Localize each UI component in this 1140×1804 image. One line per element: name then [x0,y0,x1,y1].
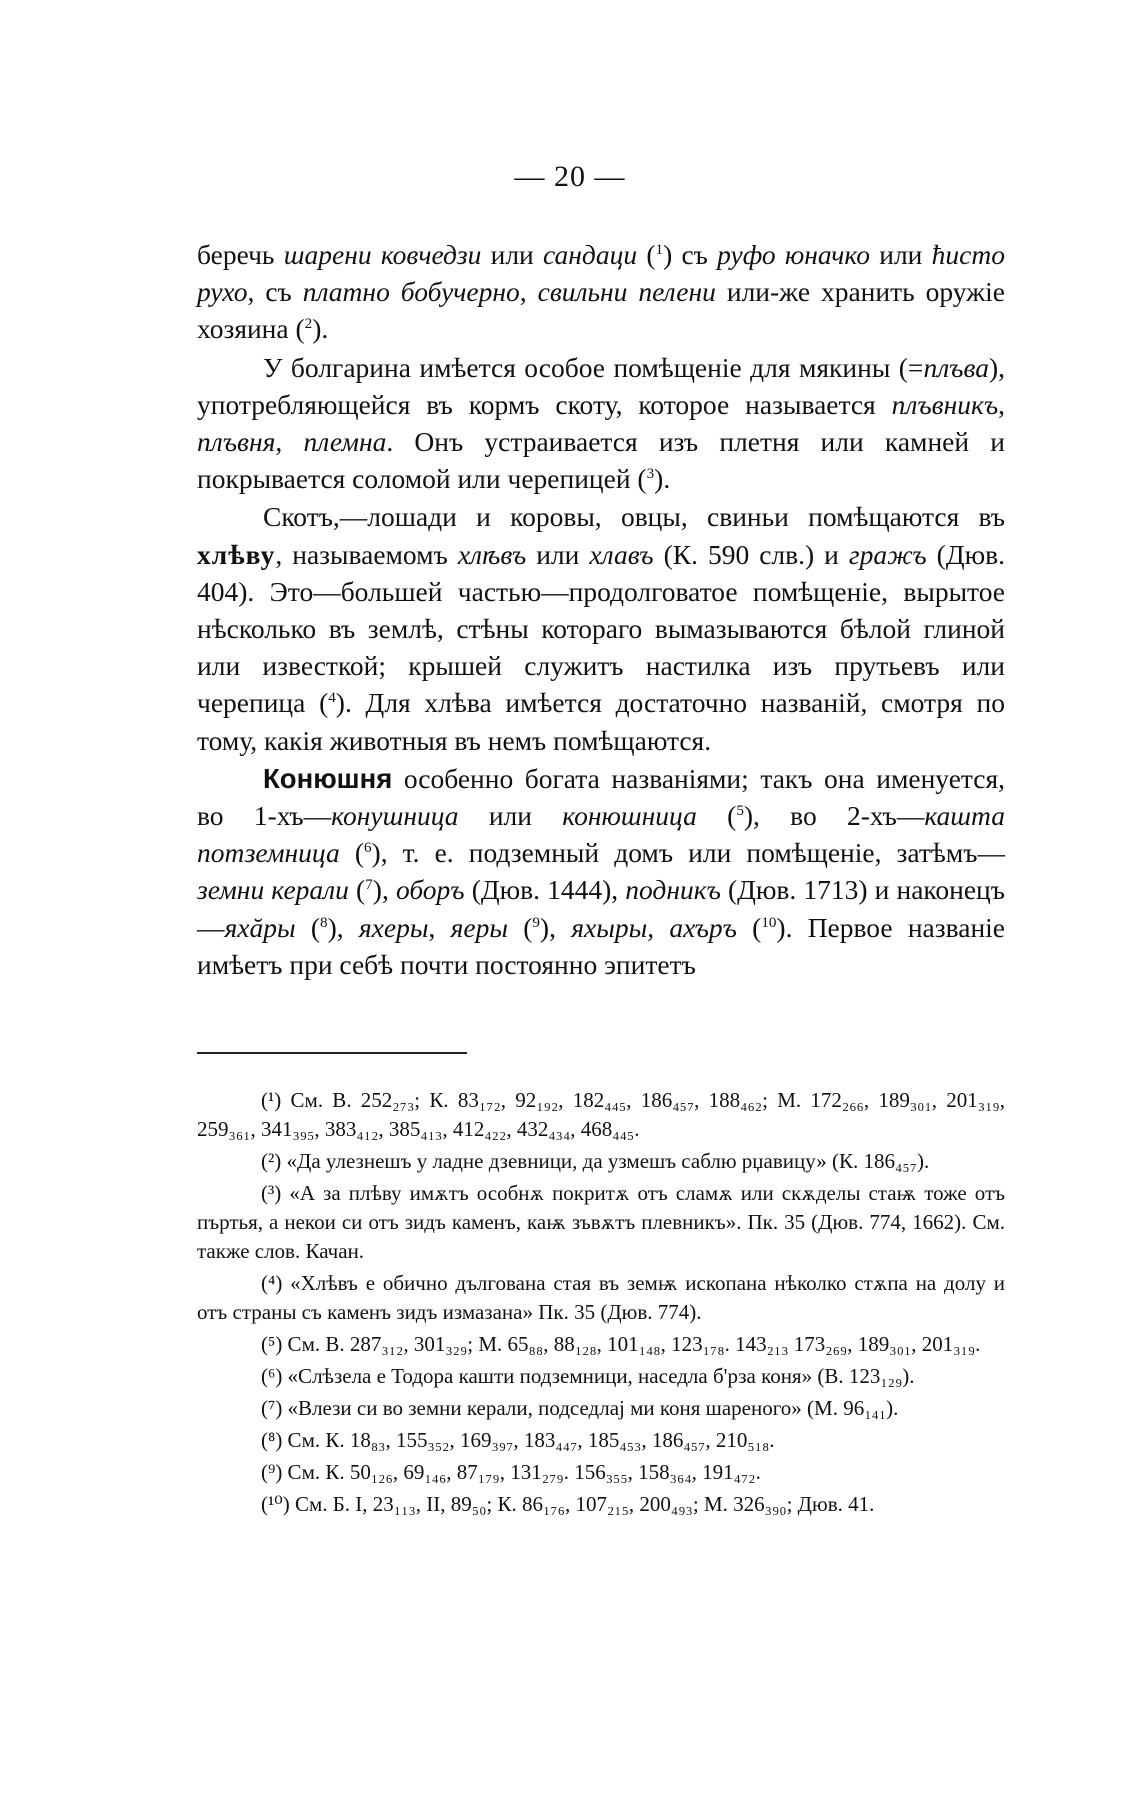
footnote-6: (⁶) «Слѣзела е Тодора кашти подземници, наседла б'рза коня» (В. 123₁₂₉). [261,1364,915,1388]
footnote-ref: 4 [328,690,336,707]
text-run: . Онъ устраивается изъ плетня или камней и покрывается соломой или черепицей ( [197,426,1006,495]
italic-term: хлѣвъ [457,538,527,570]
italic-term: подникъ [625,874,721,906]
text-run: или [870,239,932,270]
footnote-ref: 9 [532,914,540,931]
italic-term: гражъ [848,538,927,570]
text-run: , называемомъ [275,538,458,570]
italic-term: яеры [450,911,508,943]
text-run: ( [736,911,762,943]
text-run: ). [654,463,671,495]
text-run: , [647,911,670,943]
footnote-1: (¹) См. В. 252₂₇₃; К. 83₁₇₂, 92₁₉₂, 182₄₄₅, 186₄₅₇, 188₄₆₂; М. 172₂₆₆, 189₃₀₁, 201₃₁₉, 259₃₆₁, 341₃₉₅, 383₄₁₂, 385₄₁₃, 412₄₂₂, 432₄₃₄, 468₄₄₅. [197,1088,1005,1141]
text-run: Скотъ,—лошади и коровы, овцы, свиньи помѣщаются въ [263,501,1005,533]
footnote-10: (¹⁰) См. Б. I, 23₁₁₃, II, 89₅₀; К. 86₁₇₆, 107₂₁₅, 200₄₉₃; М. 326₃₉₀; Дюв. 41. [261,1492,875,1516]
bold-heading-term: Конюшня [263,762,393,794]
text-run: , съ [247,276,303,308]
footnote-divider [197,1052,467,1054]
italic-term: яхыры [571,911,648,943]
text-run: ). [312,313,329,345]
text-run: ). Первое названіе имѣетъ при себѣ почти постоянно эпитетъ [197,911,1006,980]
text-run: , [519,276,538,308]
text-run: беречь [197,239,284,270]
footnote-ref: 5 [736,802,744,819]
text-run: , [998,388,1005,420]
footnote-8: (⁸) См. К. 18₈₃, 155₃₅₂, 169₃₉₇, 183₄₄₇, 185₄₅₃, 186₄₅₇, 210₅₁₈. [261,1428,775,1452]
paragraph-4 [197,760,1005,983]
footnote-ref: 1 [655,241,664,258]
main-text [197,236,1005,983]
text-run: или-же хранить оружіе хозяина ( [197,276,1005,345]
text-run: , [275,426,304,458]
text-run: (Дюв. 1444), [464,874,626,906]
footnote-5: (⁵) См. В. 287₃₁₂, 301₃₂₉; М. 65₈₈, 88₁₂₈, 101₁₄₈, 123₁₇₈. 143₂₁₃ 173₂₆₉, 189₃₀₁, 201₃₁₉. [261,1332,981,1356]
text-run: , [428,911,451,943]
footnote-4: (⁴) «Хлѣвъ е обично дългована стая въ земѭ ископана нѣколко стѫпа на долу и отъ страны съ каменъ зидъ измазана» Пк. 35 (Дюв. 774). [197,1271,1005,1324]
text-run: ) съ [663,239,718,270]
footnote-ref: 3 [646,466,655,483]
text-run: ( [637,239,656,270]
footnote-2: (²) «Да улезнешъ у ладне дзевници, да узмешъ саблю рџавицу» (К. 186₄₅₇). [261,1149,930,1173]
footnotes [197,1086,1005,1522]
text-run: ), во 2-хъ— [743,800,925,832]
text-run: ), [372,874,396,906]
text-run: (Дюв. 404). Это—большей частью—продолговатое помѣщеніе, вырытое нѣсколько въ землѣ, стѣны котораго вымазываются бѣлой глиной или известкой; крышей служитъ настилка изъ прутьевъ или черепица ( [197,538,1005,719]
footnote-ref: 7 [365,877,373,894]
bold-term: хлѣву [197,538,276,570]
paragraph-3 [197,498,1005,758]
text-run: У болгарина имѣется особое помѣщеніе для мякины (= [263,351,924,383]
italic-term: конушница [331,800,459,832]
italic-term: оборъ [395,874,465,906]
italic-term: платно бобучерно [302,276,520,308]
italic-term: шарени ковчедзи [283,239,482,270]
paragraph-1 [197,236,1005,348]
text-run: (Дюв. 1713) и наконецъ— [197,874,1005,943]
text-run: ( [339,837,364,869]
italic-term: свильни пелени [537,276,716,308]
text-run: ), т. е. подземный домъ или помѣщеніе, затѣмъ— [371,837,1005,869]
italic-term: конюшница [562,800,697,832]
italic-term: руфо юначко [717,239,870,270]
text-run: ( [295,911,321,943]
italic-term: земни керали [197,874,349,906]
text-run: ), [539,911,572,943]
italic-term: ахъръ [669,911,737,943]
text-run: ( [696,800,737,832]
text-run: ). Для хлѣва имѣется достаточно названій, смотря по тому, какія животныя въ немъ помѣщаются. [197,687,1005,756]
page-number: — 20 — [514,160,626,193]
footnote-3: (³) «А за плѣву имѫтъ особнѫ покритѫ отъ сламѫ или скѫделы стаѭ тоже отъ пъртья, а некои си отъ зидъ каменъ, каѭ зъвѫтъ плевникъ». Пк. 35 (Дюв. 774, 1662). См. также слов. Качан. [197,1181,1005,1263]
text-run: или [526,538,590,570]
italic-term: плъва [923,351,989,383]
text-run: особенно богата названіями; такъ она именуется, во 1-хъ— [197,762,1005,832]
italic-term: плъвня [197,426,276,458]
italic-term: кашта потземница [197,800,1005,869]
italic-term: сандаци [543,239,638,270]
footnote-9: (⁹) См. К. 50₁₂₆, 69₁₄₆, 87₁₇₉, 131₂₇₉. 156₃₅₅, 158₃₆₄, 191₄₇₂. [261,1460,761,1484]
footnote-7: (⁷) «Влези си во земни керали, подседлаj ми коня шареного» (М. 96₁₄₁). [261,1396,899,1420]
italic-term: хлавъ [589,538,654,570]
text-run: или [481,239,544,270]
text-run: ), употребляющейся въ кормъ скоту, которое называется [197,351,1005,420]
text-run: или [458,800,563,832]
footnote-ref: 10 [761,914,777,931]
italic-term: плъвникъ [891,388,999,420]
text-run: ( [348,874,366,906]
text-run: (К. 590 слв.) и [653,538,849,570]
italic-term: племна [303,426,387,458]
footnote-ref: 8 [320,914,328,931]
footnote-ref: 2 [304,316,313,333]
footnote-ref: 6 [363,840,372,857]
italic-term: яхеры [358,911,429,943]
paragraph-2 [197,349,1005,498]
text-run: ( [507,911,533,943]
italic-term: яхăры [224,911,296,943]
text-run: ), [327,911,359,943]
italic-term: ћисто рухо [197,239,1005,308]
